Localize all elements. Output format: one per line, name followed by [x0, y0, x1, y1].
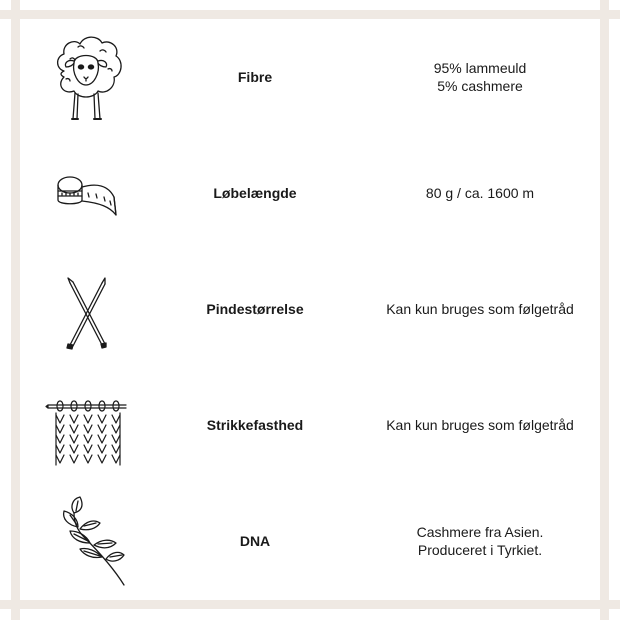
- yarn-spec-table: [20, 19, 600, 600]
- spec-value-line: 80 g / ca. 1600 m: [425, 185, 535, 201]
- spec-label-dna: DNA: [239, 533, 271, 549]
- spec-label-strikkefasthed: Strikkefasthed: [206, 417, 304, 433]
- spec-value-line: Produceret i Tyrkiet.: [417, 542, 543, 558]
- plant-sprig-icon: [44, 493, 128, 589]
- frame-left-border: [11, 0, 20, 620]
- frame-bottom-border: [0, 600, 620, 609]
- spec-row-pindestoerrelse: [20, 251, 600, 367]
- spec-value-line: Kan kun bruges som følgetråd: [386, 301, 574, 317]
- spec-value-line: 5% cashmere: [437, 78, 523, 94]
- spec-value-line: Cashmere fra Asien.: [416, 524, 544, 540]
- spec-label-pindestoerrelse: Pindestørrelse: [206, 301, 304, 317]
- spec-value-fibre: [360, 19, 600, 135]
- spec-value-strikkefasthed: [360, 367, 600, 483]
- sheep-icon: [44, 29, 128, 125]
- yarn-skein-icon: [44, 145, 128, 241]
- knit-stitch-icon: [44, 377, 128, 473]
- spec-label-loebelaengde: Løbelængde: [213, 185, 297, 201]
- spec-row-fibre: [20, 19, 600, 135]
- frame-top-border: [0, 10, 620, 19]
- frame-right-border: [600, 0, 609, 620]
- knitting-needles-icon: [44, 261, 128, 357]
- spec-row-dna: [20, 483, 600, 599]
- spec-value-line: Kan kun bruges som følgetråd: [386, 417, 574, 433]
- spec-row-strikkefasthed: [20, 367, 600, 483]
- spec-value-loebelaengde: [360, 135, 600, 251]
- spec-label-fibre: Fibre: [237, 69, 273, 85]
- spec-row-loebelaengde: [20, 135, 600, 251]
- spec-value-line: 95% lammeuld: [433, 60, 527, 76]
- spec-value-pindestoerrelse: [360, 251, 600, 367]
- spec-value-dna: [360, 483, 600, 599]
